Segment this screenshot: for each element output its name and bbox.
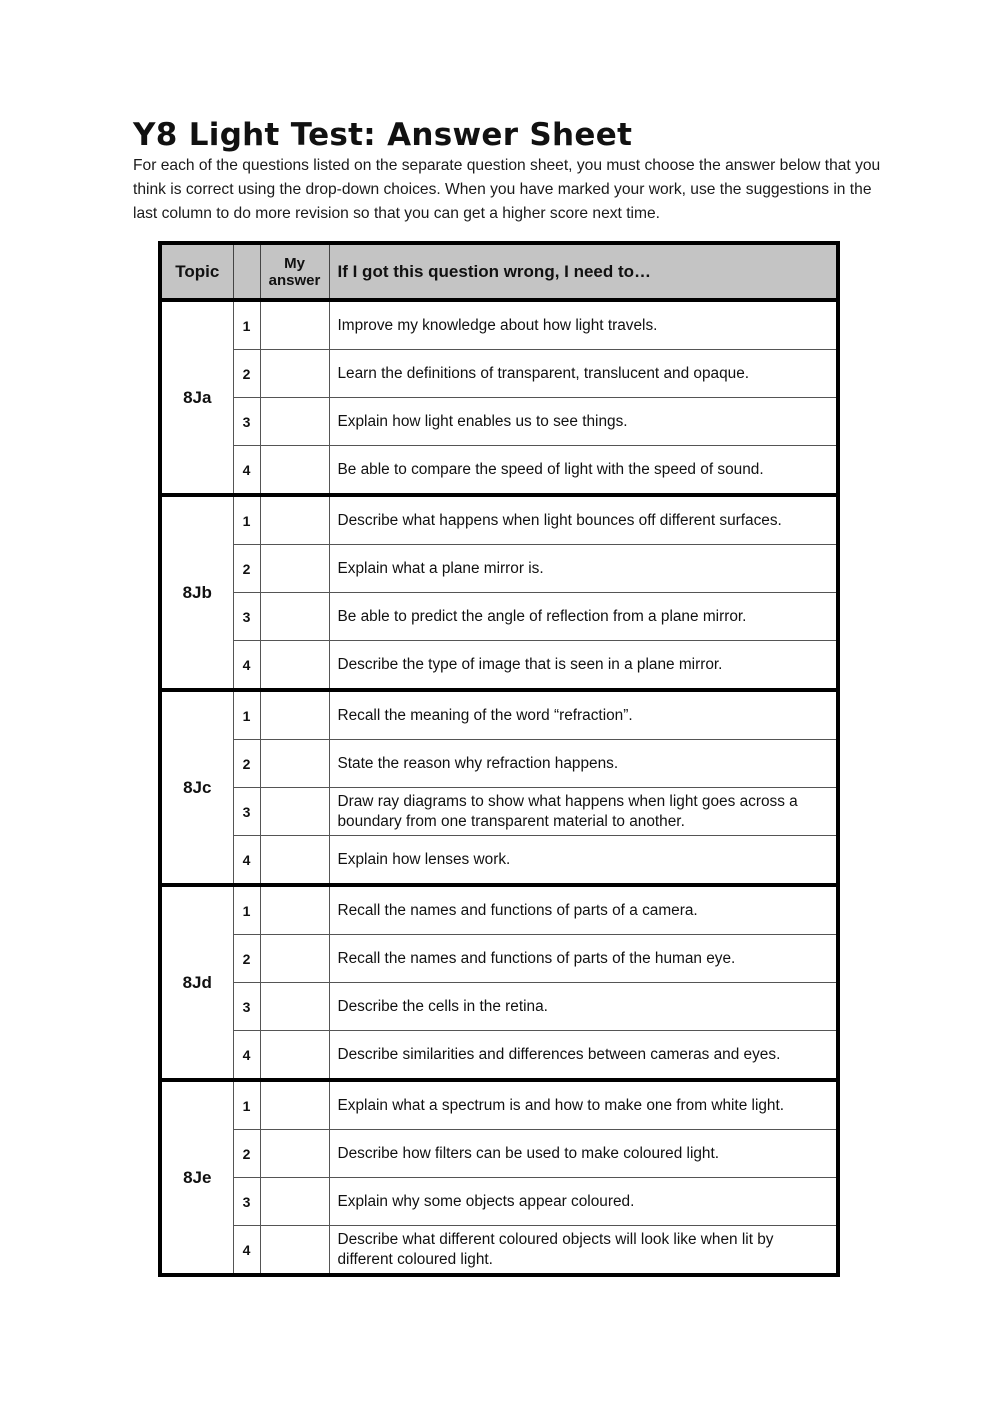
header-my-answer [260, 243, 329, 300]
revision-suggestion: Explain what a spectrum is and how to make one from white light. [329, 1080, 838, 1130]
question-number: 2 [233, 935, 260, 983]
question-number: 4 [233, 1226, 260, 1276]
topic-cell-8jc: 8Jc [160, 690, 233, 885]
table-row [160, 641, 838, 691]
topic-cell-8ja: 8Ja [160, 300, 233, 495]
my-answer-dropdown[interactable] [260, 983, 329, 1031]
my-answer-dropdown[interactable] [260, 935, 329, 983]
table-row [160, 1226, 838, 1276]
question-number: 4 [233, 641, 260, 691]
question-number: 3 [233, 1178, 260, 1226]
answer-table [158, 241, 840, 1277]
my-answer-dropdown[interactable] [260, 398, 329, 446]
table-row [160, 495, 838, 545]
table-row [160, 1031, 838, 1081]
table-row [160, 740, 838, 788]
revision-suggestion: Improve my knowledge about how light travels. [329, 300, 838, 350]
revision-suggestion: Describe what happens when light bounces off different surfaces. [329, 495, 838, 545]
revision-suggestion: Recall the meaning of the word “refraction”. [329, 690, 838, 740]
my-answer-dropdown[interactable] [260, 446, 329, 496]
table-row [160, 446, 838, 496]
revision-suggestion: Learn the definitions of transparent, translucent and opaque. [329, 350, 838, 398]
table-row [160, 1080, 838, 1130]
revision-suggestion: Explain how light enables us to see things. [329, 398, 838, 446]
revision-suggestion: Explain why some objects appear coloured. [329, 1178, 838, 1226]
table-header-row [160, 243, 838, 300]
my-answer-dropdown[interactable] [260, 1031, 329, 1081]
revision-suggestion: Recall the names and functions of parts of the human eye. [329, 935, 838, 983]
table-row [160, 350, 838, 398]
table-body [160, 300, 838, 1275]
my-answer-dropdown[interactable] [260, 545, 329, 593]
revision-suggestion: Explain how lenses work. [329, 836, 838, 886]
my-answer-dropdown[interactable] [260, 593, 329, 641]
question-number: 1 [233, 885, 260, 935]
table-row [160, 398, 838, 446]
question-number: 3 [233, 398, 260, 446]
topic-cell-8jb: 8Jb [160, 495, 233, 690]
my-answer-dropdown[interactable] [260, 300, 329, 350]
question-number: 1 [233, 1080, 260, 1130]
question-number: 2 [233, 350, 260, 398]
question-number: 2 [233, 740, 260, 788]
revision-suggestion: Describe the cells in the retina. [329, 983, 838, 1031]
revision-suggestion: Describe how filters can be used to make coloured light. [329, 1130, 838, 1178]
revision-suggestion: Recall the names and functions of parts of a camera. [329, 885, 838, 935]
my-answer-dropdown[interactable] [260, 495, 329, 545]
header-number [233, 243, 260, 300]
my-answer-dropdown[interactable] [260, 836, 329, 886]
table-row [160, 836, 838, 886]
my-answer-dropdown[interactable] [260, 885, 329, 935]
question-number: 4 [233, 1031, 260, 1081]
revision-suggestion: Describe what different coloured objects will look like when lit by different coloured light. [329, 1226, 838, 1276]
revision-suggestion: Explain what a plane mirror is. [329, 545, 838, 593]
revision-suggestion: Describe similarities and differences between cameras and eyes. [329, 1031, 838, 1081]
revision-suggestion: Be able to predict the angle of reflection from a plane mirror. [329, 593, 838, 641]
question-number: 2 [233, 545, 260, 593]
question-number: 4 [233, 836, 260, 886]
table-row [160, 1130, 838, 1178]
question-number: 4 [233, 446, 260, 496]
my-answer-dropdown[interactable] [260, 1178, 329, 1226]
table-row [160, 593, 838, 641]
page-title: Y8 Light Test: Answer Sheet [133, 116, 633, 153]
topic-cell-8je: 8Je [160, 1080, 233, 1275]
my-answer-dropdown[interactable] [260, 641, 329, 691]
revision-suggestion: Be able to compare the speed of light with the speed of sound. [329, 446, 838, 496]
question-number: 1 [233, 690, 260, 740]
table-row [160, 788, 838, 836]
question-number: 3 [233, 788, 260, 836]
my-answer-dropdown[interactable] [260, 690, 329, 740]
question-number: 3 [233, 593, 260, 641]
instructions [133, 154, 893, 226]
header-revision: If I got this question wrong, I need to… [329, 243, 838, 300]
header-my-answer-line2: answer [268, 271, 321, 289]
table-row [160, 690, 838, 740]
header-topic: Topic [160, 243, 233, 300]
question-number: 1 [233, 300, 260, 350]
table-row [160, 885, 838, 935]
question-number: 1 [233, 495, 260, 545]
my-answer-dropdown[interactable] [260, 1226, 329, 1276]
my-answer-dropdown[interactable] [260, 350, 329, 398]
my-answer-dropdown[interactable] [260, 1130, 329, 1178]
question-number: 3 [233, 983, 260, 1031]
table-row [160, 300, 838, 350]
revision-suggestion: Describe the type of image that is seen in a plane mirror. [329, 641, 838, 691]
question-number: 2 [233, 1130, 260, 1178]
table-row [160, 983, 838, 1031]
header-my-answer-line1: My [284, 254, 305, 272]
table-row [160, 1178, 838, 1226]
my-answer-dropdown[interactable] [260, 740, 329, 788]
my-answer-dropdown[interactable] [260, 788, 329, 836]
table-row [160, 545, 838, 593]
instructions-text: For each of the questions listed on the separate question sheet, you must choose the answer below that you think is correct using the drop-down choices. When you have marked your work, use the suggestions in the last column to do more revision so that you can get a higher score next time. [133, 157, 881, 222]
revision-suggestion: State the reason why refraction happens. [329, 740, 838, 788]
my-answer-dropdown[interactable] [260, 1080, 329, 1130]
table-row [160, 935, 838, 983]
revision-suggestion: Draw ray diagrams to show what happens when light goes across a boundary from one transparent material to another. [329, 788, 838, 836]
topic-cell-8jd: 8Jd [160, 885, 233, 1080]
